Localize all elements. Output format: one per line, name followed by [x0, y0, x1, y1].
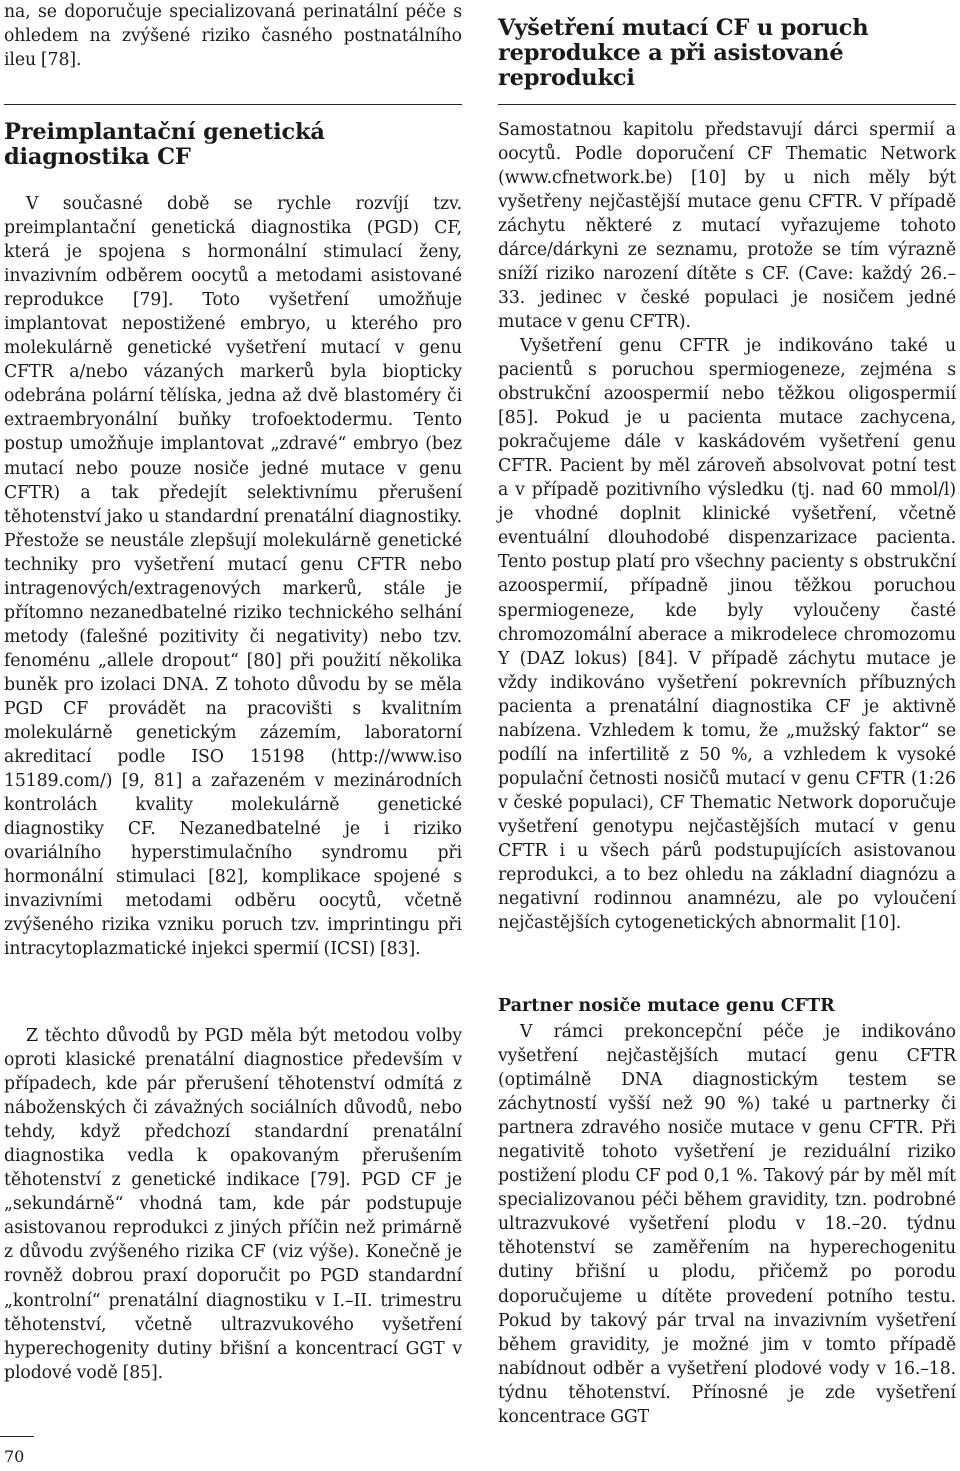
- section-heading-reproduction: Vyšetření mutací CF u poruch reprodukce a při asistované reprodukci: [498, 15, 869, 91]
- intro-paragraph: na, se doporučuje specializovaná perinatální péče s ohledem na zvýšené riziko časného postnatálního ileu [78].: [4, 2, 462, 71]
- pgd-paragraph-1: V současné době se rychle rozvíjí tzv. preimplantační genetická diagnostika (PGD) CF, která je spojena s hormonální stimulací ženy, invazivním odběrem oocytů a metodami asistované reprodukce [79]. Toto vyšetření umožňuje implantovat nepostižené embryo, u kterého pro molekulárně genetické vyšetření mutací v genu CFTR a/nebo vázaných markerů byla biopticky odebrána polární tělíska, jedna až dvě blastoméry či extraembryonální buňky trofoektodermu. Tento postup umožňuje implantovat „zdravé“ embryo (bez mutací nebo pouze nosiče jedné mutace v genu CFTR) a tak předejít selektivnímu přerušení těhotenství jako u standardní prenatální diagnostiky. Přestože se neustále zlepšují molekulárně genetické techniky pro vyšetření mutací genu CFTR nebo intragenových/extragenových markerů, stále je přítomno nezanedbatelné riziko technického selhání metody (falešné pozitivity či negativity) nebo tzv. fenoménu „allele dropout“ [80] při použití několika buněk pro izolaci DNA. Z tohoto důvodu by se měla PGD CF provádět na pracovišti s kvalitním molekulárně genetickým zázemím, laboratorní akreditací podle ISO 15198 (http://www.iso 15189.com/) [9, 81] a zařazeném v mezinárodních kontrolách kvality molekulárně genetické diagnostiky CF. Nezanedbatelné je i riziko ovariálního hyperstimulačního syndromu při hormonální stimulaci [82], komplikace spojené s invazivními metodami odběru oocytů, včetně zvýšeného rizika vzniku poruch tzv. imprintingu při intracytoplazmatické injekci spermií (ICSI) [83].: [4, 194, 462, 960]
- section-divider-right: [498, 104, 956, 105]
- section-divider-left: [4, 104, 462, 105]
- reproduction-paragraph-2: Vyšetření genu CFTR je indikováno také u pacientů s poruchou spermiogeneze, zejména s obstrukční azoospermií nebo těžkou oligospermií [85]. Pokud je u pacienta mutace zachycena, pokračujeme dále v kaskádovém vyšetření genu CFTR. Pacient by měl zároveň absolvovat potní test a v případě pozitivního výsledku (tj. nad 60 mmol/l) je vhodné doplnit klinické vyšetření, včetně eventuální dlouhodobé dispenzarizace pacienta. Tento postup platí pro všechny pacienty s obstrukční azoospermií, případně jinou těžkou poruchou spermiogeneze, kde byly vyloučeny časté chromozomální aberace a mikrodelece chromozomu Y (DAZ lokus) [84]. V případě záchytu mutace je vždy indikováno vyšetření pokrevních příbuzných pacienta a prenatální diagnostika CF je aktivně nabízena. Vzhledem k tomu, že „mužský faktor“ se podílí na infertilitě z 50 %, a vzhledem k vysoké populační četnosti nosičů mutací v genu CFTR (1:26 v české populaci), CF Thematic Network doporučuje vyšetření genotypu nejčastějších mutací v genu CFTR i u všech párů podstupujících asistovanou reprodukci, a to bez ohledu na základní diagnózu a negativní rodinnou anamnézu, ale po vyloučení nejčastějších cytogenetických abnormalit [10].: [498, 336, 956, 934]
- page-number: 70: [4, 1447, 25, 1466]
- partner-paragraph: V rámci prekoncepční péče je indikováno vyšetření nejčastějších mutací genu CFTR (optimálně DNA diagnostickým testem se záchytností vyšší než 90 %) také u partnerky či partnera zdravého nosiče mutace v genu CFTR. Při negativitě tohoto vyšetření je reziduální riziko postižení plodu CF pod 0,1 %. Takový pár by měl mít specializovanou péči během gravidity, tzn. podrobné ultrazvukové vyšetření plodu v 18.–20. týdnu těhotenství se zaměřením na hyperechogenitu dutiny břišní u plodu, přičemž po porodu doporučujeme u dítěte provedení potního testu. Pokud by takový pár trval na invazivním vyšetření během gravidity, je možné jim v tomto případě nabídnout odběr a vyšetření plodové vody v 16.–18. týdnu těhotenství. Přínosné je zde vyšetření koncentrace GGT: [498, 1022, 956, 1427]
- pgd-paragraph-2: Z těchto důvodů by PGD měla být metodou volby oproti klasické prenatální diagnostice především v případech, kde pár přerušení těhotenství odmítá z náboženských či závažných sociálních důvodů, nebo tehdy, když předchozí standardní prenatální diagnostika vedla k opakovaným přerušením těhotenství z genetické indikace [79]. PGD CF je „sekundárně“ vhodná tam, kde pár podstupuje asistovanou reprodukci z jiných příčin než primárně z důvodu zvýšeného rizika CF (viz výše). Konečně je rovněž dobrou praxí doporučit po PGD standardní „kontrolní“ prenatální diagnostiku v I.–II. trimestru těhotenství, včetně ultrazvukového vyšetření hyperechogenity dutiny břišní a koncentrací GGT v plodové vodě [85].: [4, 1026, 462, 1383]
- subheading-partner: Partner nosiče mutace genu CFTR: [498, 996, 835, 1016]
- footer-rule: [0, 1436, 34, 1437]
- reproduction-paragraph-1: Samostatnou kapitolu představují dárci spermií a oocytů. Podle doporučení CF Thematic Network (www.cfnetwork.be) [10] by u nich měly být vyšetřeny nejčastější mutace genu CFTR. V případě záchytu některé z mutací vyřazujeme tohoto dárce/dárkyni ze seznamu, protože se tím výrazně sníží riziko narození dítěte s CF. (Cave: každý 26.–33. jedinec v české populaci je nosičem jedné mutace v genu CFTR).: [498, 120, 956, 333]
- section-heading-pgd: Preimplantační genetická diagnostika CF: [4, 119, 325, 170]
